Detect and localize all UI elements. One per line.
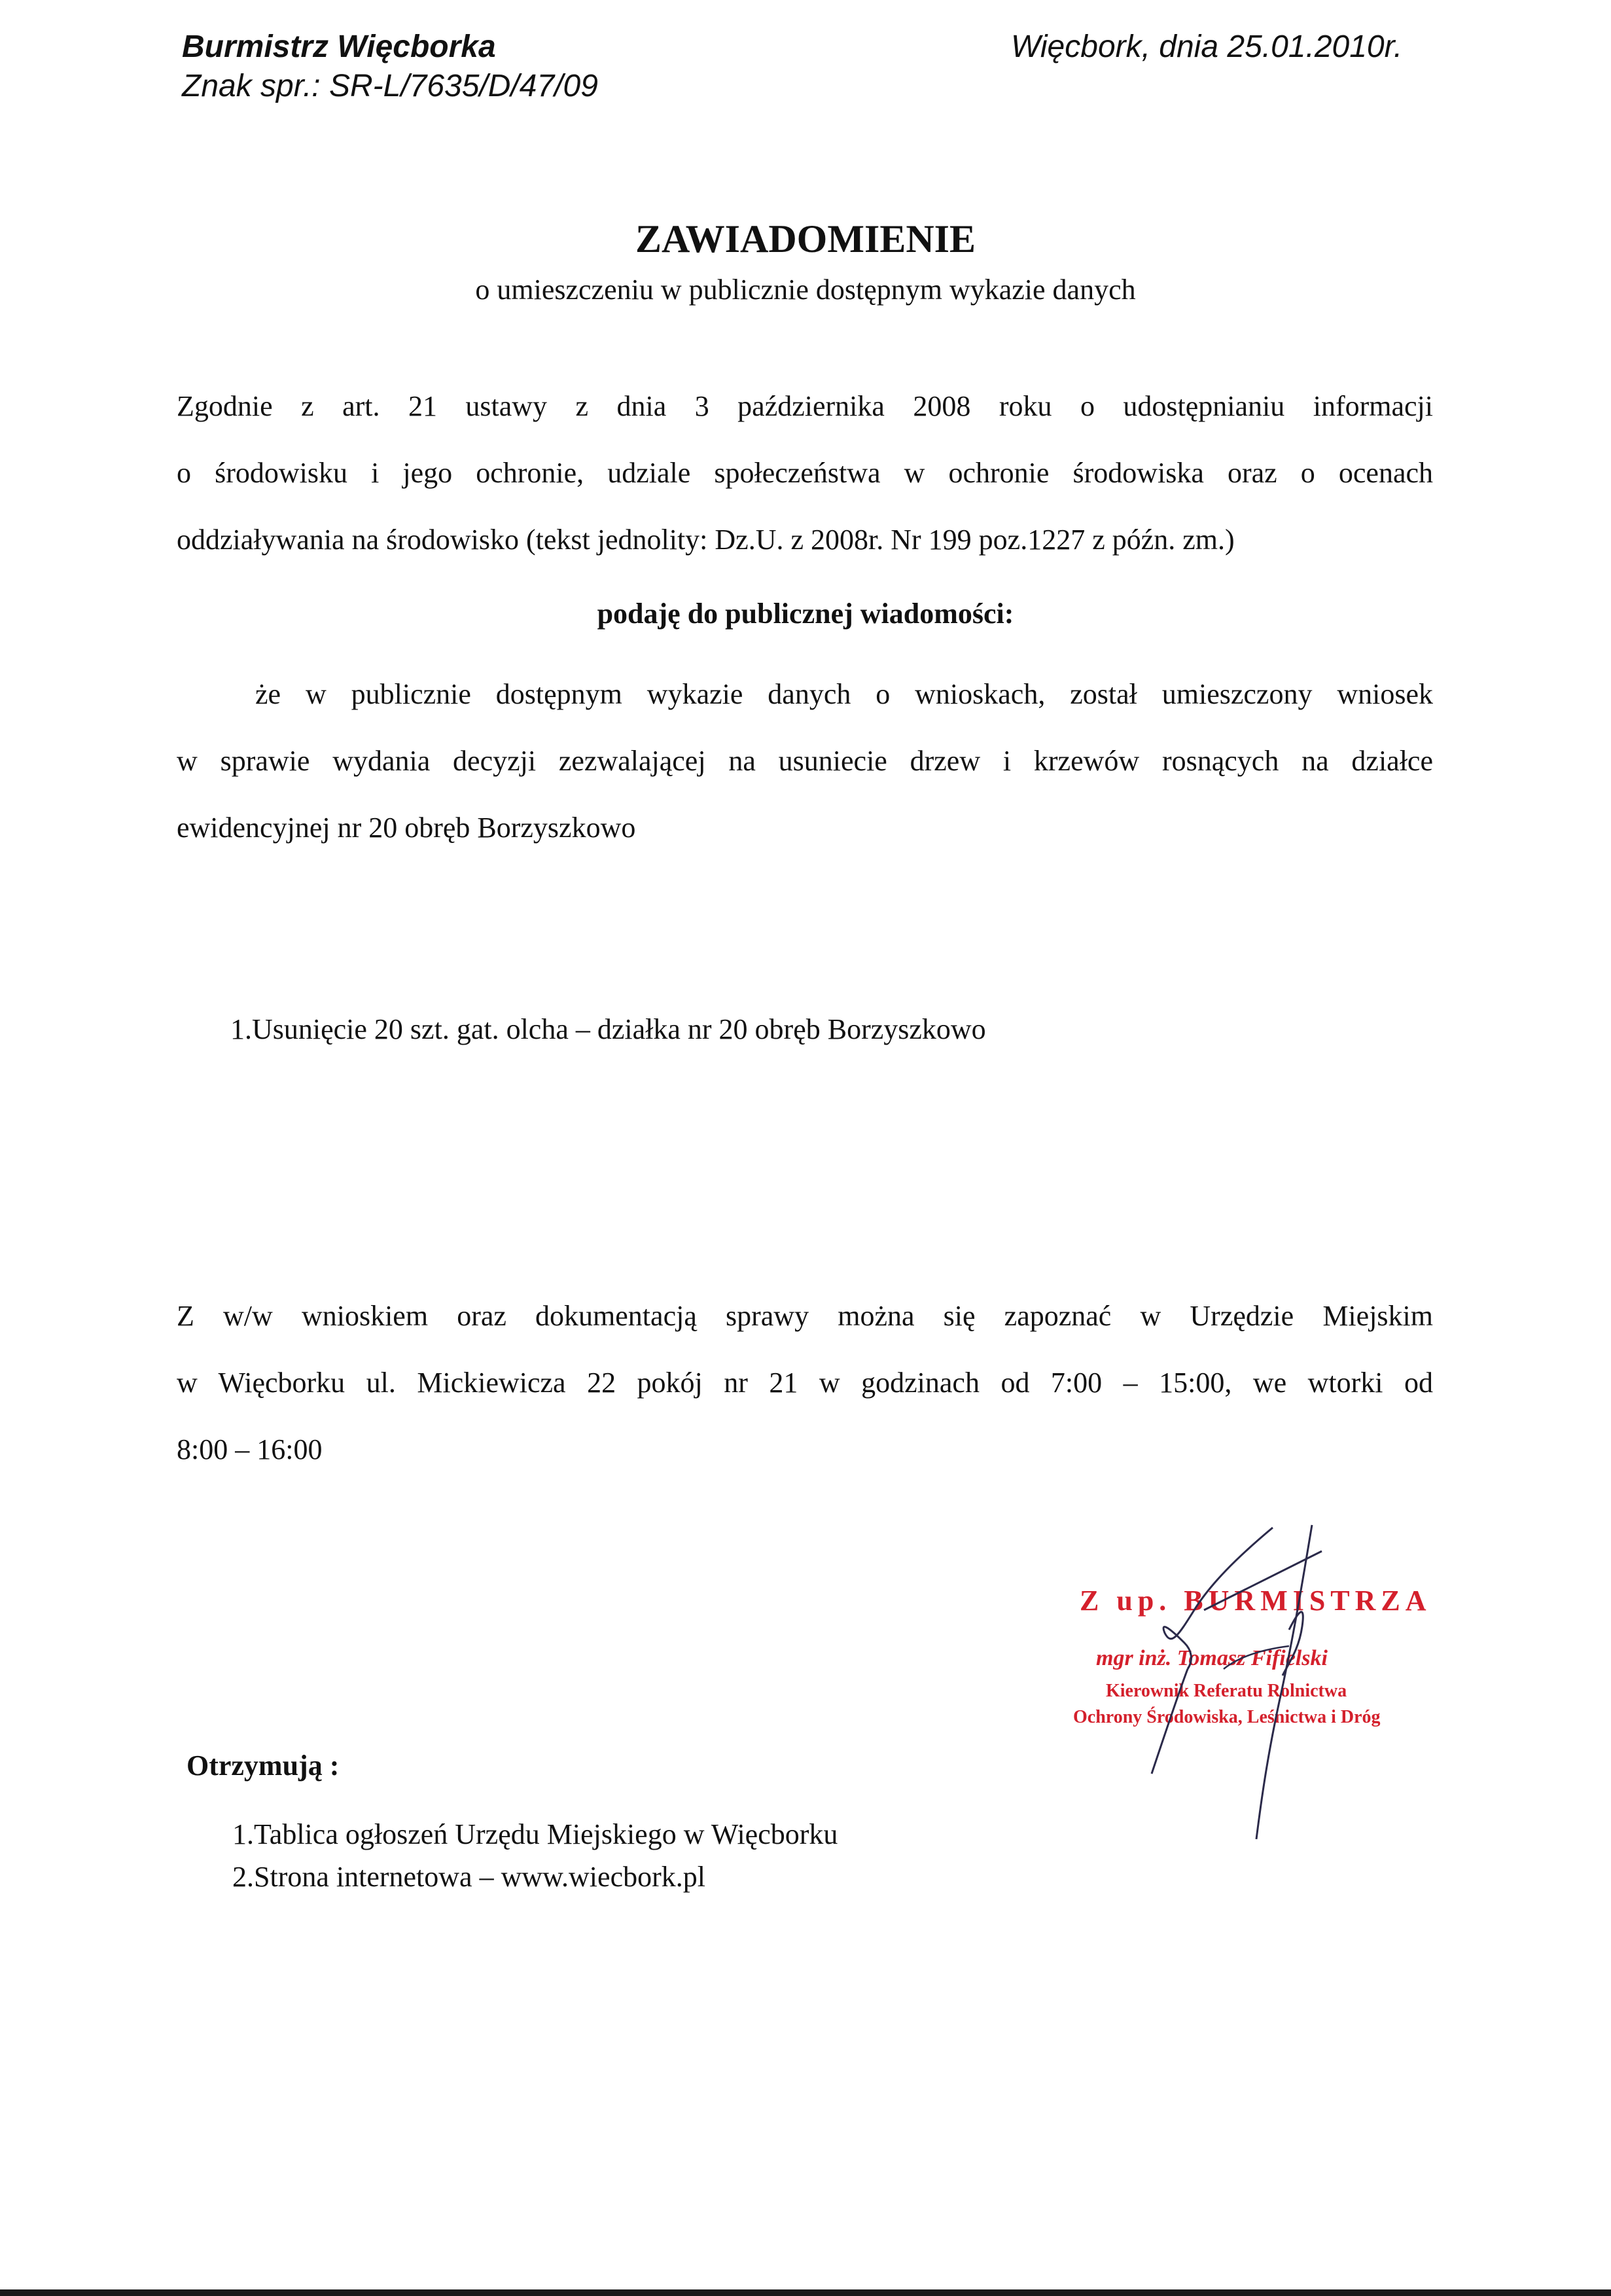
list-item xyxy=(230,1011,986,1048)
recipient-number: 2. xyxy=(232,1861,254,1893)
list-item-text: Usunięcie 20 szt. gat. olcha – działka nr 20 obręb Borzyszkowo xyxy=(252,1013,986,1045)
intro-line: o środowisku i jego ochronie, udziale społeczeństwa w ochronie środowiska oraz o ocenach xyxy=(177,457,1433,489)
recipient-item xyxy=(232,1859,705,1895)
reference-number: Znak spr.: SR-L/7635/D/47/09 xyxy=(182,69,598,103)
recipient-item xyxy=(232,1816,838,1853)
stamp-official-name: mgr inż. Tomasz Fifielski xyxy=(1096,1646,1328,1670)
info-line: w Więcborku ul. Mickiewicza 22 pokój nr 21 w godzinach od 7:00 – 15:00, we wtorki od xyxy=(177,1367,1433,1399)
handwritten-signature xyxy=(1073,1512,1440,1852)
info-paragraph xyxy=(177,1283,1433,1483)
document-title: ZAWIADOMIENIE xyxy=(635,217,976,260)
notice-line: że w publicznie dostępnym wykazie danych o wnioskach, został umieszczony wniosek xyxy=(255,678,1433,710)
recipient-text: Tablica ogłoszeń Urzędu Miejskiego w Więcborku xyxy=(254,1818,838,1850)
info-line: 8:00 – 16:00 xyxy=(177,1433,323,1465)
stamp-official-position: Kierownik Referatu Rolnictwa xyxy=(1106,1681,1347,1701)
recipient-number: 1. xyxy=(232,1818,254,1850)
intro-paragraph xyxy=(177,373,1433,573)
recipients-heading: Otrzymują : xyxy=(186,1749,340,1782)
issuing-authority: Burmistrz Więcborka xyxy=(182,29,496,64)
stamp-authority-line: Z up. BURMISTRZA xyxy=(1080,1585,1432,1617)
place-and-date: Więcbork, dnia 25.01.2010r. xyxy=(1011,29,1403,64)
notice-paragraph xyxy=(177,661,1433,861)
notice-line: ewidencyjnej nr 20 obręb Borzyszkowo xyxy=(177,812,636,844)
notice-line: w sprawie wydania decyzji zezwalającej na usuniecie drzew i krzewów rosnących na działce xyxy=(177,745,1433,777)
stamp-department: Ochrony Środowiska, Leśnictwa i Dróg xyxy=(1073,1707,1381,1727)
announcement-heading: podaję do publicznej wiadomości: xyxy=(597,598,1014,630)
info-line: Z w/w wnioskiem oraz dokumentacją sprawy można się zapoznać w Urzędzie Miejskim xyxy=(177,1300,1433,1332)
list-item-number: 1. xyxy=(230,1013,252,1045)
document-subtitle: o umieszczeniu w publicznie dostępnym wykazie danych xyxy=(475,274,1136,306)
intro-line: Zgodnie z art. 21 ustawy z dnia 3 października 2008 roku o udostępnianiu informacji xyxy=(177,390,1433,422)
scan-edge-border xyxy=(0,2289,1611,2296)
recipient-text: Strona internetowa – www.wiecbork.pl xyxy=(254,1861,705,1893)
intro-line: oddziaływania na środowisko (tekst jednolity: Dz.U. z 2008r. Nr 199 poz.1227 z późn. zm.) xyxy=(177,524,1235,556)
